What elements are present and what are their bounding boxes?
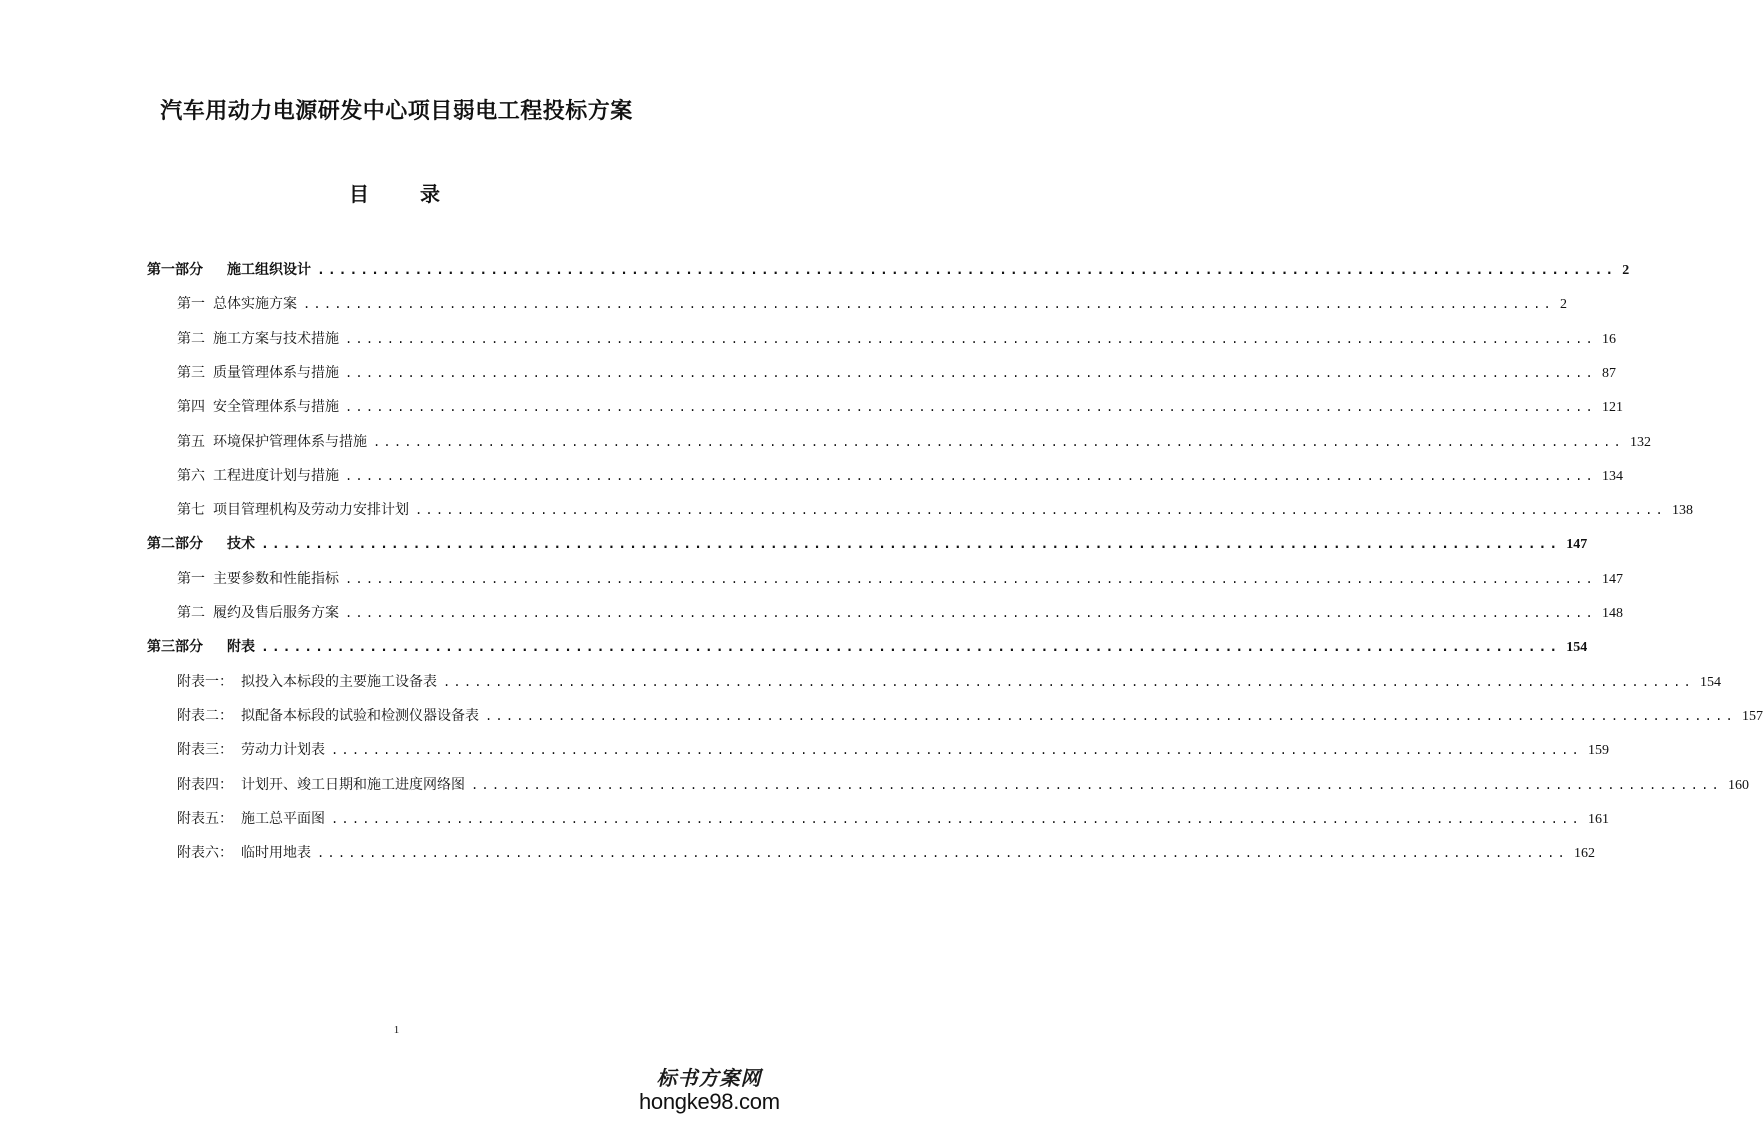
- toc-dot-leader: ........................................................................................................................: [317, 263, 1617, 278]
- toc-dot-leader: ........................................................................................................................: [345, 572, 1596, 586]
- toc-dot-leader: ........................................................................................................................: [345, 332, 1596, 346]
- toc-chapter-entry[interactable]: [177, 567, 1623, 591]
- toc-dot-leader: ........................................................................................................................: [443, 675, 1694, 689]
- toc-entry-prefix: 附表三：: [177, 742, 233, 758]
- toc-entry-prefix: 第七: [177, 502, 205, 518]
- page-number: 1: [393, 1024, 400, 1036]
- toc-entry-label: [147, 532, 255, 556]
- toc-dot-leader: ........................................................................................................................: [485, 709, 1736, 723]
- toc-entry-page: 161: [1587, 812, 1609, 827]
- toc-entry-label: [177, 395, 339, 419]
- toc-entry-prefix: 第六: [177, 468, 205, 484]
- toc-entry-label: [177, 601, 339, 625]
- toc-dot-leader: ........................................................................................................................: [471, 778, 1722, 792]
- toc-entry-prefix: 第三部分: [147, 639, 203, 655]
- toc-entry-label: [177, 430, 367, 454]
- toc-entry-page: 134: [1601, 469, 1623, 484]
- toc-entry-label: [177, 738, 325, 762]
- toc-entry-title: 技术: [227, 536, 255, 552]
- toc-entry-label: [177, 498, 409, 522]
- toc-entry-page: 157: [1741, 709, 1763, 724]
- toc-entry-page: 154: [1699, 675, 1721, 690]
- toc-dot-leader: ........................................................................................................................: [317, 846, 1568, 860]
- toc-dot-leader: ........................................................................................................................: [331, 812, 1582, 826]
- toc-entry-title: 环境保护管理体系与措施: [213, 434, 367, 450]
- toc-chapter-entry[interactable]: [177, 395, 1623, 419]
- toc-entry-prefix: 第二部分: [147, 536, 203, 552]
- toc-dot-leader: ........................................................................................................................: [331, 743, 1582, 757]
- toc-entry-prefix: 附表一：: [177, 674, 233, 690]
- toc-chapter-entry[interactable]: [177, 430, 1651, 454]
- toc-entry-prefix: 附表六：: [177, 845, 233, 861]
- toc-chapter-entry[interactable]: [177, 670, 1721, 694]
- toc-entry-prefix: 第一: [177, 296, 205, 312]
- toc-dot-leader: ........................................................................................................................: [345, 366, 1596, 380]
- toc-entry-prefix: 第三: [177, 365, 205, 381]
- toc-dot-leader: ........................................................................................................................: [261, 640, 1561, 655]
- document-title: 汽车用动力电源研发中心项目弱电工程投标方案: [160, 98, 633, 124]
- toc-entry-title: 施工组织设计: [227, 262, 311, 278]
- toc-entry-label: [177, 841, 311, 865]
- toc-dot-leader: ........................................................................................................................: [345, 606, 1596, 620]
- toc-dot-leader: ........................................................................................................................: [345, 400, 1596, 414]
- toc-entry-title: 主要参数和性能指标: [213, 571, 339, 587]
- toc-entry-title: 工程进度计划与措施: [213, 468, 339, 484]
- toc-entry-title: 项目管理机构及劳动力安排计划: [213, 502, 409, 518]
- watermark-url: hongke98.com: [639, 1089, 780, 1114]
- toc-entry-label: [177, 361, 339, 385]
- toc-entry-prefix: 第一: [177, 571, 205, 587]
- toc-entry-title: 计划开、竣工日期和施工进度网络图: [241, 777, 465, 793]
- toc-entry-label: [177, 292, 297, 316]
- toc-entry-page: 121: [1601, 400, 1623, 415]
- toc-entry-title: 附表: [227, 639, 255, 655]
- watermark-name: 标书方案网: [656, 1066, 762, 1090]
- toc-entry-title: 履约及售后服务方案: [213, 605, 339, 621]
- toc-part-entry[interactable]: [147, 532, 1588, 556]
- watermark: [639, 1066, 779, 1114]
- toc-entry-title: 质量管理体系与措施: [213, 365, 339, 381]
- toc-part-entry[interactable]: [147, 635, 1588, 659]
- toc-entry-page: 132: [1629, 435, 1651, 450]
- toc-entry-label: [177, 704, 479, 728]
- toc-entry-title: 安全管理体系与措施: [213, 399, 339, 415]
- toc-entry-prefix: 第二: [177, 605, 205, 621]
- toc-entry-label: [177, 327, 339, 351]
- toc-entry-label: [177, 807, 325, 831]
- toc-chapter-entry[interactable]: [177, 601, 1623, 625]
- toc-entry-title: 拟投入本标段的主要施工设备表: [241, 674, 437, 690]
- toc-chapter-entry[interactable]: [177, 773, 1749, 797]
- toc-entry-page: 162: [1573, 846, 1595, 861]
- toc-entry-page: 2: [1559, 297, 1567, 312]
- toc-chapter-entry[interactable]: [177, 704, 1763, 728]
- toc-dot-leader: ........................................................................................................................: [345, 469, 1596, 483]
- toc-part-entry[interactable]: [147, 258, 1630, 282]
- toc-entry-title: 临时用地表: [241, 845, 311, 861]
- toc-entry-title: 总体实施方案: [213, 296, 297, 312]
- toc-chapter-entry[interactable]: [177, 841, 1595, 865]
- toc-chapter-entry[interactable]: [177, 327, 1616, 351]
- toc-entry-page: 160: [1727, 778, 1749, 793]
- toc-dot-leader: ........................................................................................................................: [415, 503, 1666, 517]
- toc-chapter-entry[interactable]: [177, 292, 1567, 316]
- toc-entry-label: [177, 567, 339, 591]
- toc-entry-prefix: 附表四：: [177, 777, 233, 793]
- toc-entry-prefix: 第二: [177, 331, 205, 347]
- toc-chapter-entry[interactable]: [177, 738, 1609, 762]
- toc-entry-title: 施工方案与技术措施: [213, 331, 339, 347]
- toc-entry-page: 154: [1566, 640, 1588, 655]
- toc-entry-page: 138: [1671, 503, 1693, 518]
- toc-dot-leader: ........................................................................................................................: [261, 537, 1561, 552]
- toc-chapter-entry[interactable]: [177, 807, 1609, 831]
- toc-dot-leader: ........................................................................................................................: [303, 297, 1554, 311]
- toc-entry-title: 劳动力计划表: [241, 742, 325, 758]
- toc-entry-page: 87: [1601, 366, 1616, 381]
- toc-entry-prefix: 第四: [177, 399, 205, 415]
- toc-entry-label: [147, 635, 255, 659]
- toc-heading: 目 录: [349, 182, 462, 206]
- toc-entry-page: 16: [1601, 332, 1616, 347]
- toc-entry-page: 147: [1601, 572, 1623, 587]
- toc-entry-title: 施工总平面图: [241, 811, 325, 827]
- toc-entry-prefix: 第一部分: [147, 262, 203, 278]
- toc-entry-prefix: 附表五：: [177, 811, 233, 827]
- toc-entry-page: 2: [1622, 263, 1630, 278]
- toc-chapter-entry[interactable]: [177, 361, 1616, 385]
- toc-entry-prefix: 第五: [177, 434, 205, 450]
- toc-entry-page: 147: [1566, 537, 1588, 552]
- toc-entry-label: [147, 258, 311, 282]
- toc-chapter-entry[interactable]: [177, 498, 1693, 522]
- toc-entry-label: [177, 670, 437, 694]
- toc-entry-label: [177, 773, 465, 797]
- toc-entry-page: 159: [1587, 743, 1609, 758]
- toc-entry-page: 148: [1601, 606, 1623, 621]
- toc-entry-prefix: 附表二：: [177, 708, 233, 724]
- toc-dot-leader: ........................................................................................................................: [373, 435, 1624, 449]
- toc-chapter-entry[interactable]: [177, 464, 1623, 488]
- toc-entry-title: 拟配备本标段的试验和检测仪器设备表: [241, 708, 479, 724]
- toc-entry-label: [177, 464, 339, 488]
